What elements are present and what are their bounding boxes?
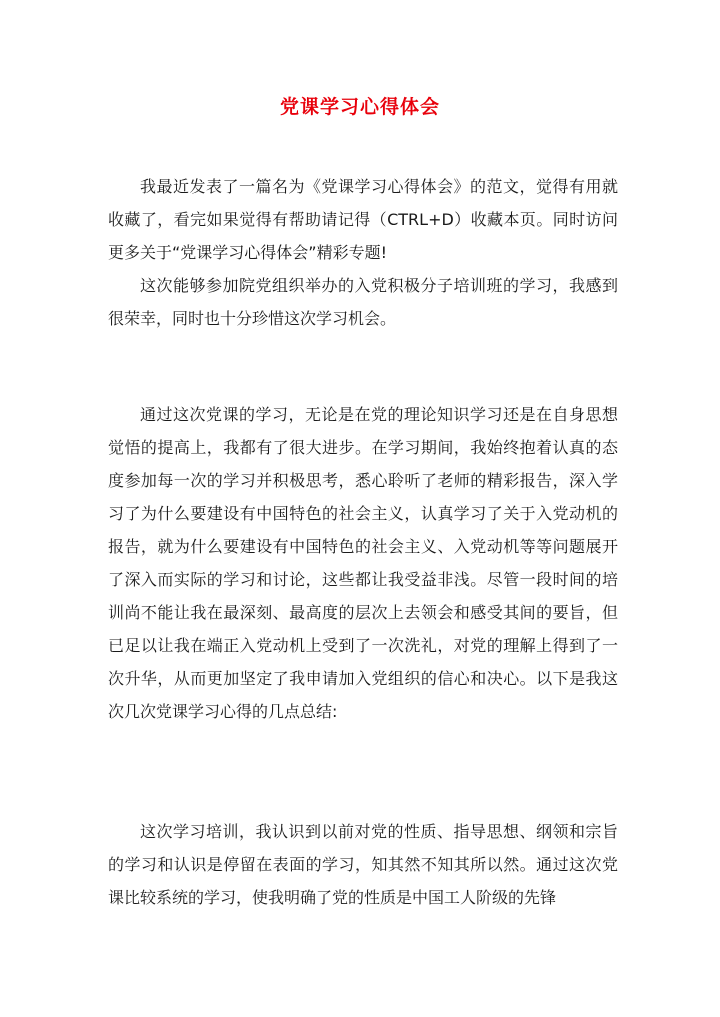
main-block	[108, 398, 618, 728]
paragraph-intro: 我最近发表了一篇名为《党课学习心得体会》的范文，觉得有用就收藏了，看完如果觉得有帮助请记得（CTRL+D）收藏本页。同时访问更多关于“党课学习心得体会”精彩专题!	[108, 177, 618, 262]
paragraph-main: 通过这次党课的学习，无论是在党的理论知识学习还是在自身思想觉悟的提高上，我都有了很大进步。在学习期间，我始终抱着认真的态度参加每一次的学习并积极思考，悉心聆听了老师的精彩报告，深入学习了为什么要建设有中国特色的社会主义，认真学习了关于入党动机的报告，就为什么要建设有中国特色的社会主义、入党动机等等问题展开了深入而实际的学习和讨论，这些都让我受益非浅。尽管一段时间的培训尚不能让我在最深刻、最高度的层次上去领会和感受其间的要旨，但已足以让我在端正入党动机上受到了一次洗礼，对党的理解上得到了一次升华，从而更加坚定了我申请加入党组织的信心和决心。以下是我这次几次党课学习心得的几点总结:	[108, 405, 618, 721]
summary-block	[108, 815, 618, 914]
intro-block	[108, 170, 618, 335]
paragraph-opening: 这次能够参加院党组织举办的入党积极分子培训班的学习，我感到很荣幸，同时也十分珍惜这次学习机会。	[108, 276, 618, 328]
document-title: 党课学习心得体会	[279, 96, 440, 118]
paragraph-summary: 这次学习培训，我认识到以前对党的性质、指导思想、纲领和宗旨的学习和认识是停留在表面的学习，知其然不知其所以然。通过这次党课比较系统的学习，使我明确了党的性质是中国工人阶级的先锋	[108, 822, 618, 907]
